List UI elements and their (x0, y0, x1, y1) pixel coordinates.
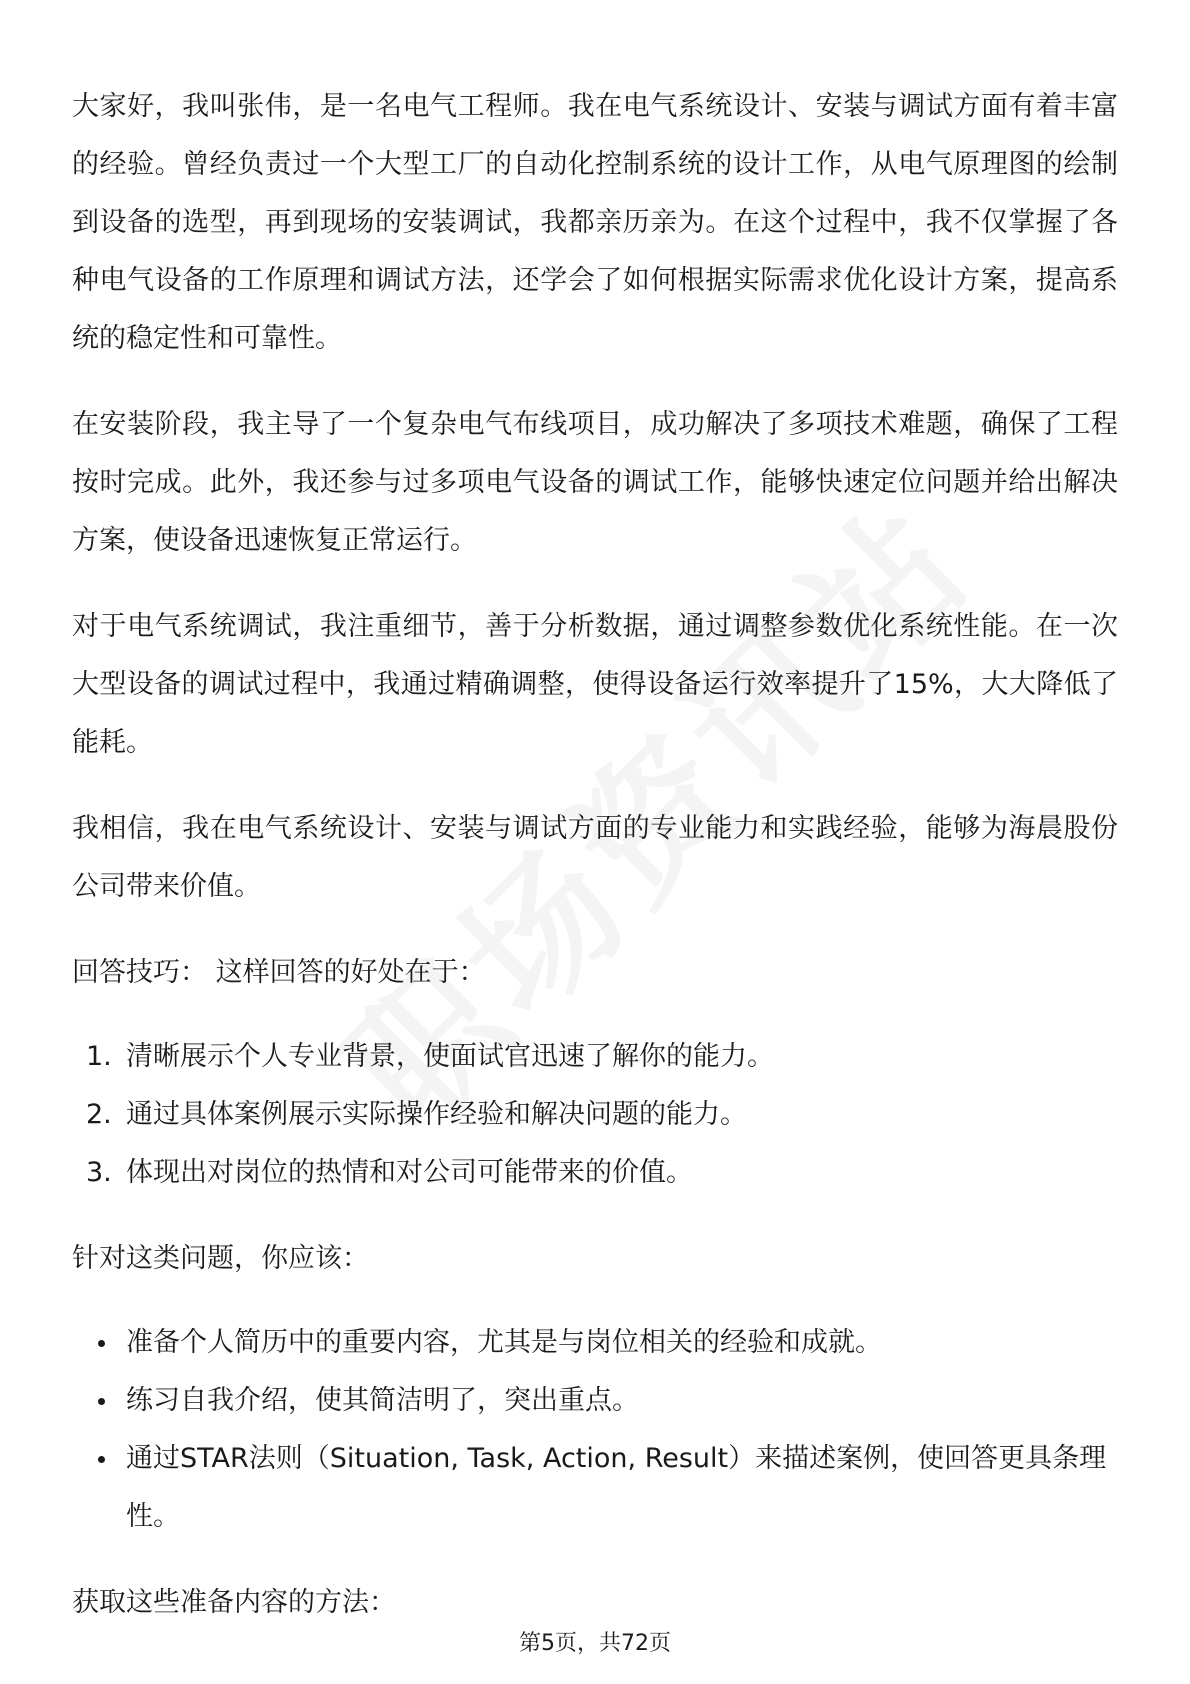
bullet-icon (98, 1456, 105, 1463)
paragraph-conclusion: 我相信，我在电气系统设计、安装与调试方面的专业能力和实践经验，能够为海晨股份公司带来价值。 (72, 813, 1118, 902)
should-list (72, 1314, 1118, 1546)
page-number: 第5页，共72页 (519, 1631, 671, 1656)
list-item (72, 1372, 1118, 1430)
list-number: 2. (86, 1099, 112, 1130)
paragraph-intro: 大家好，我叫张伟，是一名电气工程师。我在电气系统设计、安装与调试方面有着丰富的经验。曾经负责过一个大型工厂的自动化控制系统的设计工作，从电气原理图的绘制到设备的选型，再到现场的安装调试，我都亲历亲为。在这个过程中，我不仅掌握了各种电气设备的工作原理和调试方法，还学会了如何根据实际需求优化设计方案，提高系统的稳定性和可靠性。 (72, 91, 1118, 354)
list-number: 3. (86, 1157, 112, 1188)
list-item (72, 1430, 1118, 1546)
list-item (72, 1028, 1118, 1086)
list-item-text: 清晰展示个人专业背景，使面试官迅速了解你的能力。 (126, 1041, 774, 1072)
methods-heading: 获取这些准备内容的方法： (72, 1587, 396, 1618)
list-item-text: 体现出对岗位的热情和对公司可能带来的价值。 (126, 1157, 693, 1188)
list-item-text: 通过具体案例展示实际操作经验和解决问题的能力。 (126, 1099, 747, 1130)
paragraph-debugging: 对于电气系统调试，我注重细节，善于分析数据，通过调整参数优化系统性能。在一次大型设备的调试过程中，我通过精确调整，使得设备运行效率提升了15%，大大降低了能耗。 (72, 611, 1118, 758)
list-item (72, 1086, 1118, 1144)
list-number: 1. (86, 1041, 112, 1072)
paragraph-installation: 在安装阶段，我主导了一个复杂电气布线项目，成功解决了多项技术难题，确保了工程按时完成。此外，我还参与过多项电气设备的调试工作，能够快速定位问题并给出解决方案，使设备迅速恢复正常运行。 (72, 409, 1118, 556)
document-body (72, 78, 1118, 1632)
bullet-icon (98, 1340, 105, 1347)
bullet-icon (98, 1398, 105, 1405)
tips-heading: 回答技巧： 这样回答的好处在于： (72, 957, 486, 988)
list-item-text: 准备个人简历中的重要内容，尤其是与岗位相关的经验和成就。 (126, 1327, 882, 1358)
tips-list (72, 1028, 1118, 1202)
list-item-text: 通过STAR法则（Situation, Task, Action, Result）来描述案例，使回答更具条理性。 (126, 1443, 1107, 1532)
list-item (72, 1314, 1118, 1372)
list-item-text: 练习自我介绍，使其简洁明了，突出重点。 (126, 1385, 639, 1416)
list-item (72, 1144, 1118, 1202)
should-heading: 针对这类问题，你应该： (72, 1243, 369, 1274)
